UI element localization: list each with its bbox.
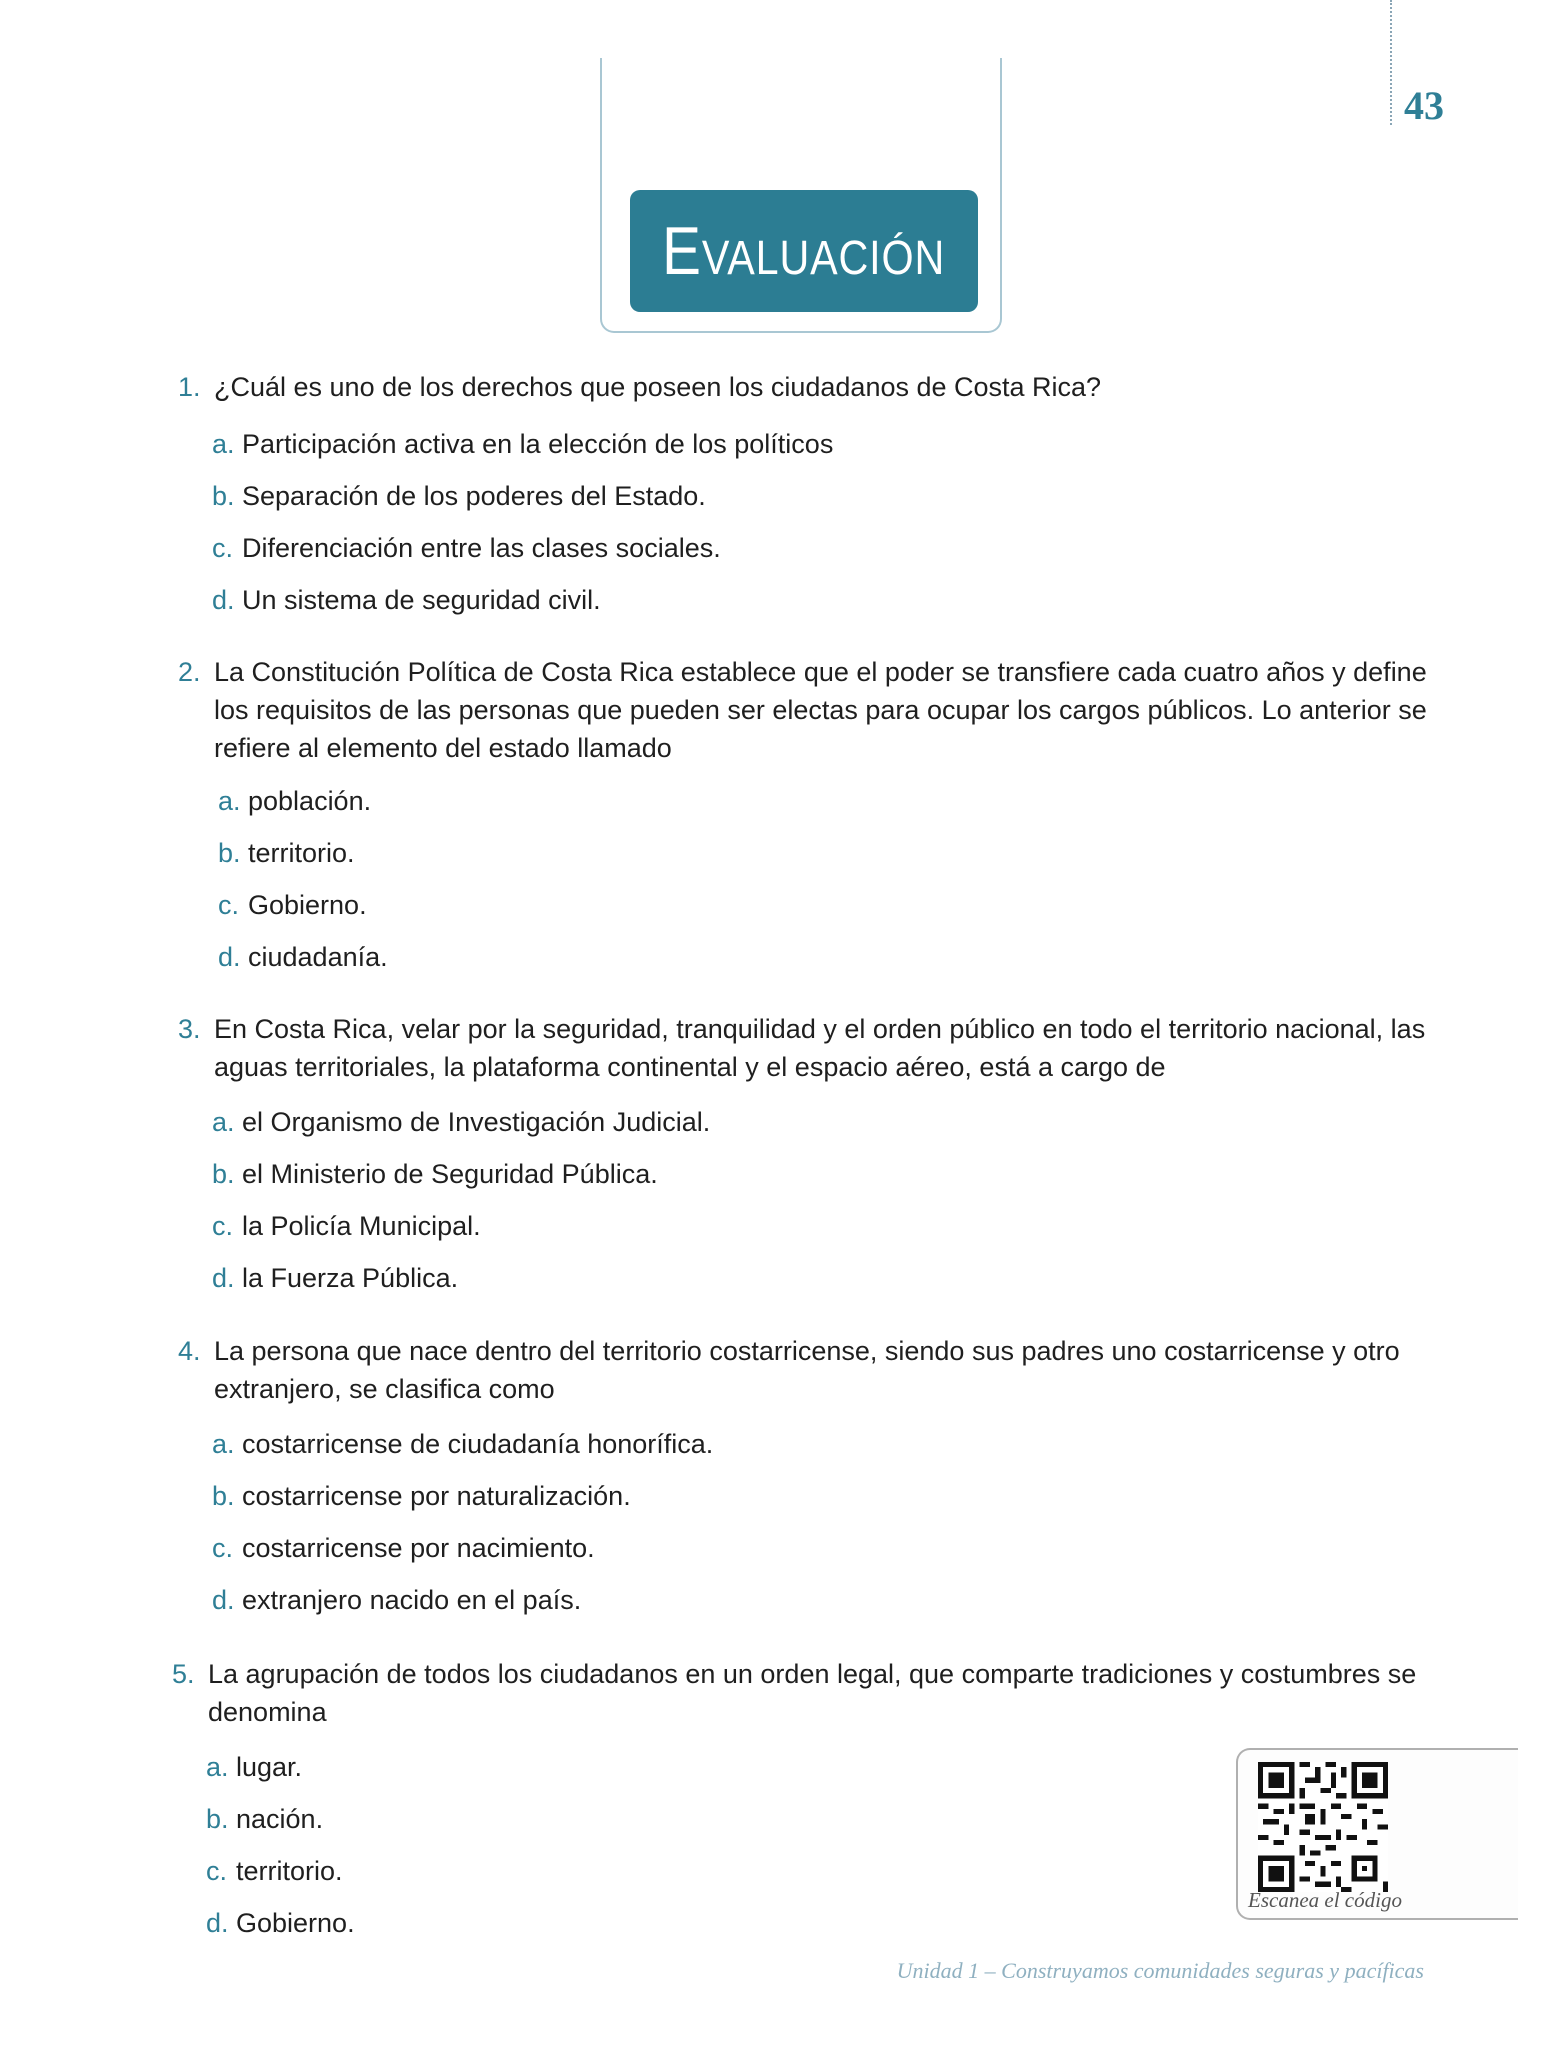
page-number-divider — [1390, 0, 1392, 125]
question-number: 4. — [178, 1336, 201, 1366]
question-3 — [178, 1010, 1440, 1314]
option-text: Gobierno. — [236, 1908, 355, 1938]
question-1 — [178, 368, 1440, 636]
question-number: 3. — [178, 1014, 201, 1044]
qr-card[interactable] — [1236, 1748, 1518, 1920]
answer-option[interactable] — [212, 1584, 1440, 1636]
question-2 — [178, 653, 1440, 993]
option-letter: d. — [212, 1263, 235, 1293]
answer-option[interactable] — [218, 889, 1440, 941]
option-letter: a. — [212, 1429, 235, 1459]
option-letter: b. — [212, 1481, 235, 1511]
question-number: 2. — [178, 657, 201, 687]
option-text: población. — [248, 786, 372, 816]
option-letter: d. — [206, 1908, 229, 1938]
page-title: Evaluación — [662, 213, 946, 289]
qr-caption: Escanea el código — [1248, 1888, 1402, 1912]
option-letter: a. — [218, 786, 241, 816]
option-text: Un sistema de seguridad civil. — [242, 585, 601, 615]
question-text: La agrupación de todos los ciudadanos en un orden legal, que comparte tradiciones y costumbres se denomina — [208, 1659, 1417, 1727]
option-letter: d. — [212, 1585, 235, 1615]
qr-code-icon[interactable] — [1258, 1762, 1388, 1892]
option-text: costarricense por naturalización. — [242, 1481, 631, 1511]
option-text: territorio. — [248, 838, 355, 868]
answer-option[interactable] — [218, 837, 1440, 889]
option-letter: b. — [212, 481, 235, 511]
option-text: extranjero nacido en el país. — [242, 1585, 582, 1615]
answer-option[interactable] — [212, 532, 1440, 584]
answer-option[interactable] — [218, 941, 1440, 993]
option-letter: c. — [212, 1533, 234, 1563]
answer-option[interactable] — [212, 1158, 1440, 1210]
option-text: el Organismo de Investigación Judicial. — [242, 1107, 711, 1137]
answer-option[interactable] — [212, 1262, 1440, 1314]
option-text: el Ministerio de Seguridad Pública. — [242, 1159, 658, 1189]
question-text: La persona que nace dentro del territorio costarricense, siendo sus padres uno costarricense y otro extranjero, se clasifica como — [214, 1336, 1400, 1404]
option-letter: b. — [218, 838, 241, 868]
answer-option[interactable] — [212, 584, 1440, 636]
option-letter: b. — [212, 1159, 235, 1189]
option-letter: c. — [212, 1211, 234, 1241]
answer-option[interactable] — [212, 1428, 1440, 1480]
option-text: Participación activa en la elección de los políticos — [242, 429, 834, 459]
option-letter: a. — [212, 1107, 235, 1137]
answer-option[interactable] — [212, 480, 1440, 532]
answer-option[interactable] — [212, 1210, 1440, 1262]
option-text: costarricense por nacimiento. — [242, 1533, 595, 1563]
answer-option[interactable] — [212, 428, 1440, 480]
page-footer: Unidad 1 – Construyamos comunidades seguras y pacíficas — [896, 1958, 1424, 1983]
option-letter: c. — [212, 533, 234, 563]
option-text: Separación de los poderes del Estado. — [242, 481, 706, 511]
answer-option[interactable] — [212, 1532, 1440, 1584]
option-text: la Fuerza Pública. — [242, 1263, 459, 1293]
option-text: ciudadanía. — [248, 942, 388, 972]
question-text: La Constitución Política de Costa Rica establece que el poder se transfiere cada cuatro años y define los requisitos de las personas que pueden ser electas para ocupar los cargos públicos. Lo anterior se refiere al elemento del estado llamado — [214, 657, 1427, 763]
option-letter: b. — [206, 1804, 229, 1834]
option-text: lugar. — [236, 1752, 303, 1782]
option-text: la Policía Municipal. — [242, 1211, 481, 1241]
question-text: En Costa Rica, velar por la seguridad, tranquilidad y el orden público en todo el territorio nacional, las aguas territoriales, la plataforma continental y el espacio aéreo, está a cargo de — [214, 1014, 1426, 1082]
question-text: ¿Cuál es uno de los derechos que poseen los ciudadanos de Costa Rica? — [214, 372, 1102, 402]
question-number: 1. — [178, 372, 201, 402]
question-4 — [178, 1332, 1440, 1636]
option-text: Diferenciación entre las clases sociales. — [242, 533, 721, 563]
option-letter: d. — [212, 585, 235, 615]
option-letter: c. — [206, 1856, 228, 1886]
option-letter: a. — [212, 429, 235, 459]
option-letter: d. — [218, 942, 241, 972]
option-letter: a. — [206, 1752, 229, 1782]
page-number: 43 — [1404, 83, 1444, 128]
answer-option[interactable] — [218, 785, 1440, 837]
answer-option[interactable] — [212, 1480, 1440, 1532]
title-badge — [630, 190, 978, 312]
option-text: nación. — [236, 1804, 324, 1834]
answer-option[interactable] — [212, 1106, 1440, 1158]
option-letter: c. — [218, 890, 240, 920]
option-text: Gobierno. — [248, 890, 367, 920]
question-number: 5. — [172, 1659, 195, 1689]
option-text: territorio. — [236, 1856, 343, 1886]
option-text: costarricense de ciudadanía honorífica. — [242, 1429, 714, 1459]
